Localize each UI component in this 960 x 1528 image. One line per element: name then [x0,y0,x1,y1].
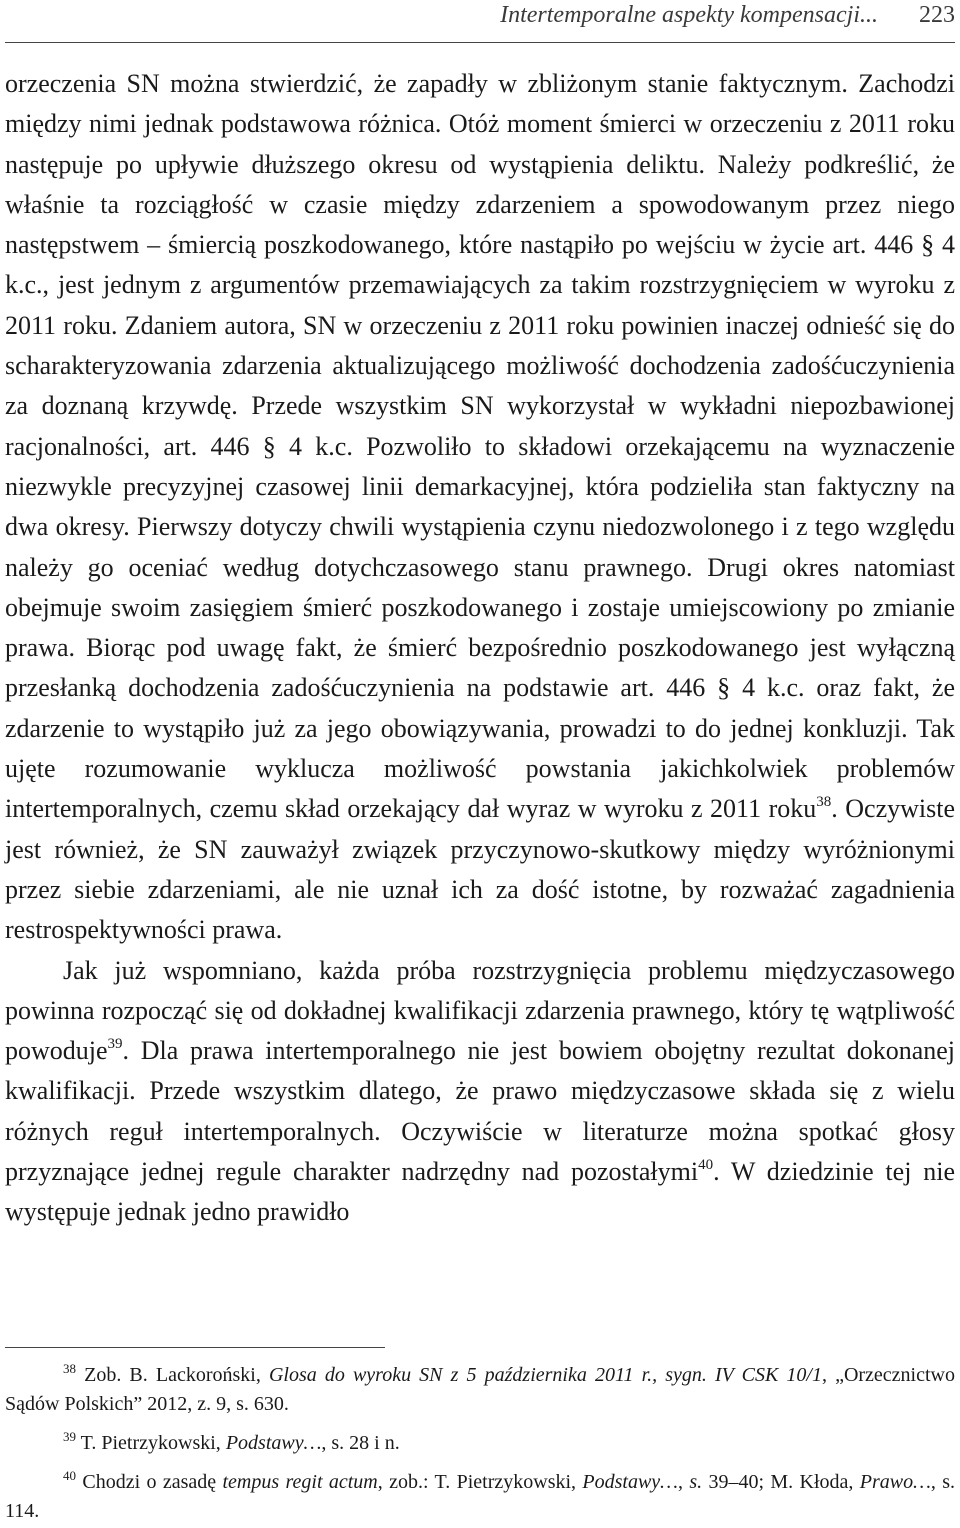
footnote-title: Glosa do wyroku SN z 5 października 2011 r., sygn. IV CSK 10/1 [268,1364,822,1386]
footnote-text: , „Orzecznictwo Sądów Polskich” 2012, z. 9, s. 630. [5,1364,955,1415]
footnote-text: Chodzi o zasadę [76,1471,223,1493]
footnote-number: 39 [63,1429,76,1444]
footnote-text: , s. 28 i n. [321,1432,400,1454]
footnote-title: tempus regit actum [222,1471,378,1493]
footnote-ref-40[interactable]: 40 [698,1157,714,1174]
footnote-title: Podstawy… [582,1471,678,1493]
paragraph-1-text: orzeczenia SN można stwierdzić, że zapadły w zbliżonym stanie faktycznym. Zachodzi między nimi jednak podstawowa różnica. Otóż moment śmierci w orzeczeniu z 2011 roku następuje po upływie dłuższego okresu od wystąpienia deliktu. Należy podkreślić, że właśnie ta rozciągłość w czasie między zdarzeniem a spowodowanym przez niego następstwem – śmiercią poszkodowanego, które nastąpiło po wejściu w życie art. 446 § 4 k.c., jest jednym z argumentów przemawiających za takim rozstrzygnięciem w wyroku z 2011 roku. Zdaniem autora, SN w orzeczeniu z 2011 roku powinien inaczej odnieść się do scharakteryzowania zdarzenia aktualizującego możliwość dochodzenia zadośćuczynienia za doznaną krzywdę. Przede wszystkim SN wykorzystał w wykładni niepozbawionej racjonalności, art. 446 § 4 k.c. Pozwoliło to składowi orzekającemu na wyznaczenie niezwykle precyzyjnej czasowej linii demarkacyjnej, która podzieliła stan faktyczny na dwa okresy. Pierwszy dotyczy chwili wystąpienia czynu niedozwolonego i z tego względu należy go oceniać według dotychczasowego stanu prawnego. Drugi okres natomiast obejmuje swoim zasięgiem śmierć poszkodowanego i zostaje umiejscowiony po zmianie prawa. Biorąc pod uwagę fakt, że śmierć bezpośrednio poszkodowanego jest wyłączną przesłanką dochodzenia zadośćuczynienia na podstawie art. 446 § 4 k.c. oraz fakt, że zdarzenie to wystąpiło już za jego obowiązywania, prowadzi to do jednej konkluzji. Tak ujęte rozumowanie wyklucza możliwość powstania jakichkolwiek problemów intertemporalnych, czemu skład orzekający dał wyraz w wyroku z 2011 roku [5,69,955,824]
main-text [5,64,955,1233]
footnote-rule [5,1347,385,1348]
paragraph-1-text-cont: . Oczywiste jest również, że SN zauważył związek przyczynowo-skutkowy między wyróżnionymi przez siebie zdarzeniami, ale nie uznał ich za dość istotne, by rozważać zagadnienia restrospektywności prawa. [5,794,955,945]
header-rule [5,42,955,43]
footnote-title: Prawo… [859,1471,931,1493]
footnote-40 [5,1468,955,1526]
footnote-ref-38[interactable]: 38 [816,794,832,811]
footnotes [5,1361,955,1526]
footnote-text: , zob.: T. Pietrzykowski, [377,1471,583,1493]
footnote-ref-39[interactable]: 39 [107,1036,123,1053]
footnote-number: 40 [63,1468,76,1483]
footnote-text: 39–40; M. Kłoda, [702,1471,860,1493]
footnote-text: , [677,1471,690,1493]
footnote-text: , s. 114. [5,1471,955,1522]
footnote-text: T. Pietrzykowski, [76,1432,226,1454]
footnote-text: Zob. B. Lackoroński, [76,1364,269,1386]
paragraph-1 [5,64,955,951]
footnote-title: s. [689,1471,703,1493]
running-header [0,0,960,44]
page-number: 223 [919,2,955,28]
footnote-39 [5,1429,955,1458]
footnote-number: 38 [63,1361,76,1376]
paragraph-2-text-cont: . Dla prawa intertemporalnego nie jest bowiem obojętny rezultat dokonanej kwalifikacji. Przede wszystkim dlatego, że prawo międzyczasowe składa się z wielu różnych reguł intertemporalnych. Oczywiście w literaturze można spotkać głosy przyznające jednej regule charakter nadrzędny nad pozostałymi [5,1036,955,1187]
running-title: Intertemporalne aspekty kompensacji... [500,2,878,28]
paragraph-2-text-end: . W dziedzinie tej nie występuje jednak jedno prawidło [5,1157,955,1227]
footnote-38 [5,1361,955,1419]
footnote-title: Podstawy… [225,1432,322,1454]
paragraph-2-text: Jak już wspomniano, każda próba rozstrzygnięcia problemu międzyczasowego powinna rozpocząć się od dokładnej kwalifikacji zdarzenia prawnego, który tę wątpliwość powoduje [5,955,955,1066]
paragraph-2 [5,951,955,1233]
